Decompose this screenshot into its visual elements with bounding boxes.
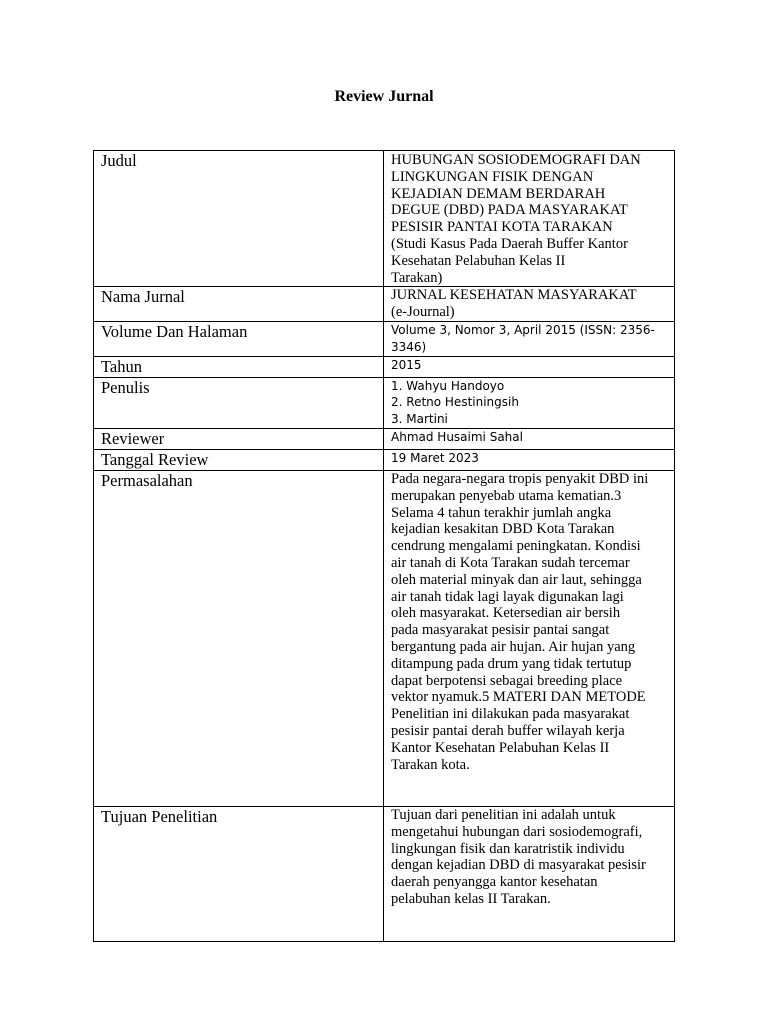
value-line: HUBUNGAN SOSIODEMOGRAFI DAN [391, 152, 641, 168]
value-line: 2. Retno Hestiningsih [391, 395, 519, 410]
value-line: oleh material minyak dan air laut, sehingga [391, 571, 642, 588]
value-line: 3346) [391, 339, 427, 354]
review-table [93, 150, 675, 942]
value-line: Kantor Kesehatan Pelabuhan Kelas II [391, 739, 610, 756]
value-line: Tarakan kota. [391, 756, 470, 773]
row-label: Tujuan Penelitian [94, 806, 384, 941]
row-value-tanggal-review [384, 449, 675, 470]
value-line: ditampung pada drum yang tidak tertutup [391, 655, 632, 672]
value-line: JURNAL KESEHATAN MASYARAKAT [391, 287, 637, 304]
value-line: oleh masyarakat. Ketersedian air bersih [391, 605, 621, 622]
table-row-volume [94, 321, 675, 356]
value-line: pelabuhan kelas II Tarakan. [391, 890, 551, 907]
value-line: DEGUE (DBD) PADA MASYARAKAT [391, 202, 628, 219]
row-value-tahun [384, 356, 675, 377]
value-line: pada masyarakat pesisir pantai sangat [391, 622, 610, 639]
value-line: Selama 4 tahun terakhir jumlah angka [391, 504, 612, 521]
value-line: mengetahui hubungan dari sosiodemografi, [391, 823, 643, 840]
row-label: Judul [94, 151, 384, 287]
row-value-nama-jurnal [384, 287, 675, 322]
value-line: pesisir pantai derah buffer wilayah kerja [391, 722, 625, 739]
value-line: Volume 3, Nomor 3, April 2015 (ISSN: 2356- [391, 322, 655, 337]
value-line: air tanah di Kota Tarakan sudah tercemar [391, 554, 630, 571]
table-row-tujuan-penelitian [94, 806, 675, 941]
value-line: 3. Martini [391, 412, 448, 427]
value-line: dengan kejadian DBD di masyarakat pesisir [391, 857, 646, 874]
row-label: Tanggal Review [94, 449, 384, 470]
value-line: kejadian kesakitan DBD Kota Tarakan [391, 521, 615, 538]
value-line: LINGKUNGAN FISIK DENGAN [391, 168, 594, 185]
row-label: Permasalahan [94, 470, 384, 806]
value-line: PESISIR PANTAI KOTA TARAKAN [391, 219, 613, 236]
value-line: Penelitian ini dilakukan pada masyarakat [391, 706, 630, 723]
row-label: Tahun [94, 356, 384, 377]
value-line: 2015 [391, 357, 422, 372]
value-line: lingkungan fisik dan karatristik individu [391, 840, 625, 857]
value-line: Tujuan dari penelitian ini adalah untuk [391, 806, 616, 823]
table-row-tanggal-review [94, 449, 675, 470]
value-line: 1. Wahyu Handoyo [391, 378, 505, 393]
value-line: air tanah tidak lagi layak digunakan lagi [391, 588, 624, 605]
table-row-nama-jurnal [94, 287, 675, 322]
value-line: dapat berpotensi sebagai breeding place [391, 672, 623, 689]
value-line: (e-Journal) [391, 304, 455, 321]
table-row-permasalahan [94, 470, 675, 806]
value-line: KEJADIAN DEMAM BERDARAH [391, 185, 606, 202]
row-label: Reviewer [94, 428, 384, 449]
row-label: Volume Dan Halaman [94, 321, 384, 356]
value-line: Ahmad Husaimi Sahal [391, 429, 523, 444]
row-value-penulis [384, 377, 675, 428]
value-line: 19 Maret 2023 [391, 450, 479, 465]
value-line: (Studi Kasus Pada Daerah Buffer Kantor [391, 235, 628, 252]
document-title: Review Jurnal [334, 88, 434, 105]
value-line: cendrung mengalami peningkatan. Kondisi [391, 538, 641, 555]
table-row-penulis [94, 377, 675, 428]
table-row-tahun [94, 356, 675, 377]
value-line: Tarakan) [391, 269, 443, 286]
table-row-judul [94, 151, 675, 287]
row-value-judul [384, 151, 675, 287]
row-label: Penulis [94, 377, 384, 428]
value-line: vektor nyamuk.5 MATERI DAN METODE [391, 689, 646, 706]
table-row-reviewer [94, 428, 675, 449]
row-label: Nama Jurnal [94, 287, 384, 322]
value-line: Pada negara-negara tropis penyakit DBD ini [391, 470, 649, 487]
row-value-tujuan-penelitian [384, 806, 675, 941]
row-value-volume [384, 321, 675, 356]
row-value-permasalahan [384, 470, 675, 806]
value-line: bergantung pada air hujan. Air hujan yang [391, 638, 636, 655]
value-line: daerah penyangga kantor kesehatan [391, 874, 598, 891]
value-line: merupakan penyebab utama kematian.3 [391, 487, 622, 504]
row-value-reviewer [384, 428, 675, 449]
value-line: Kesehatan Pelabuhan Kelas II [391, 252, 566, 269]
